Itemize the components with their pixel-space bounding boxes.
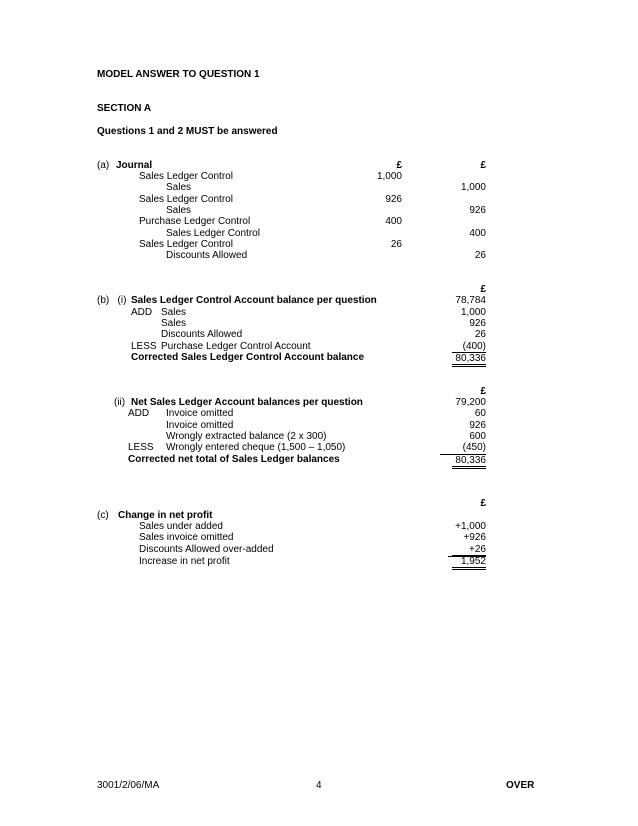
part-b-i-less-value: (400) (462, 341, 486, 352)
part-b-ii-add-value: 60 (474, 408, 486, 419)
part-c-item: Sales invoice omitted (139, 532, 234, 543)
journal-row-account: Sales (166, 205, 192, 216)
part-b-ii-add-item: Invoice omitted (166, 420, 234, 431)
journal-row-dr: 26 (390, 239, 402, 250)
part-b-i-less-item: Purchase Ledger Control Account (161, 341, 311, 352)
journal-cr-currency: £ (480, 160, 486, 171)
part-b-i-less-label: LESS (131, 341, 157, 352)
part-b-ii-opening-value: 79,200 (455, 397, 486, 408)
part-b-ii-add-item: Invoice omitted (166, 408, 234, 419)
part-c-item: Sales under added (139, 521, 223, 532)
part-b-ii-label: (ii) (114, 397, 126, 408)
part-b-i-title: Sales Ledger Control Account balance per question (131, 295, 377, 306)
journal-row-dr: 1,000 (376, 171, 402, 182)
journal-row-dr: 400 (385, 216, 402, 227)
footer-paper-code: 3001/2/06/MA (97, 780, 160, 791)
journal-row-account: Discounts Allowed (166, 250, 248, 261)
part-c-title: Change in net profit (118, 510, 213, 521)
part-c-item: Discounts Allowed over-added (139, 544, 274, 555)
journal-row-account: Purchase Ledger Control (139, 216, 251, 227)
part-b-i-total-label: Corrected Sales Ledger Control Account balance (131, 352, 365, 363)
part-b-ii-title: Net Sales Ledger Account balances per question (131, 397, 363, 408)
part-b-i-add-item: Discounts Allowed (161, 329, 243, 340)
part-b-i-add-item: Sales (161, 318, 187, 329)
part-b-ii-total-value: 80,336 (452, 454, 486, 469)
journal-row-cr: 926 (469, 205, 486, 216)
part-c-value: +926 (463, 532, 486, 543)
part-b-ii-add-value: 600 (469, 431, 486, 442)
footer-page-number: 4 (316, 780, 322, 791)
part-c-total-value: 1,952 (452, 555, 486, 570)
page-title: MODEL ANSWER TO QUESTION 1 (97, 69, 260, 80)
journal-row-account: Sales (166, 182, 192, 193)
part-b-ii-add-label: ADD (128, 408, 150, 419)
part-b-ii-less-item: Wrongly entered cheque (1,500 – 1,050) (166, 442, 346, 453)
journal-row-cr: 1,000 (460, 182, 486, 193)
part-b-ii-less-label: LESS (128, 442, 154, 453)
journal-row-account: Sales Ledger Control (166, 228, 260, 239)
part-b-i-opening-value: 78,784 (455, 295, 486, 306)
part-b-i-add-label: ADD (131, 307, 153, 318)
part-b-i-label: (b) (i) (97, 295, 127, 306)
part-b-ii-currency: £ (480, 386, 486, 397)
part-b-i-add-value: 1,000 (460, 307, 486, 318)
journal-row-cr: 26 (474, 250, 486, 261)
part-b-i-add-value: 26 (474, 329, 486, 340)
section-heading: SECTION A (97, 103, 152, 114)
part-b-ii-add-item: Wrongly extracted balance (2 x 300) (166, 431, 327, 442)
part-b-i-add-value: 926 (469, 318, 486, 329)
part-c-value: +1,000 (455, 521, 486, 532)
part-c-total-label: Increase in net profit (139, 556, 230, 567)
journal-title: Journal (116, 160, 153, 171)
journal-row-account: Sales Ledger Control (139, 171, 233, 182)
part-b-i-currency: £ (480, 284, 486, 295)
part-b-ii-total-label: Corrected net total of Sales Ledger balances (128, 454, 340, 465)
part-c-currency: £ (480, 498, 486, 509)
part-b-ii-add-value: 926 (469, 420, 486, 431)
part-a-label: (a) (97, 160, 110, 171)
journal-dr-currency: £ (396, 160, 402, 171)
journal-row-dr: 926 (385, 194, 402, 205)
part-c-label: (c) (97, 510, 109, 521)
part-b-ii-less-value: (450) (440, 442, 486, 455)
part-b-i-total-value: 80,336 (452, 352, 486, 367)
instruction-text: Questions 1 and 2 MUST be answered (97, 126, 278, 137)
part-b-i-add-item: Sales (161, 307, 187, 318)
journal-row-account: Sales Ledger Control (139, 194, 233, 205)
footer-over: OVER (506, 780, 535, 791)
journal-row-account: Sales Ledger Control (139, 239, 233, 250)
part-c-value: +26 (448, 544, 486, 557)
journal-row-cr: 400 (469, 228, 486, 239)
